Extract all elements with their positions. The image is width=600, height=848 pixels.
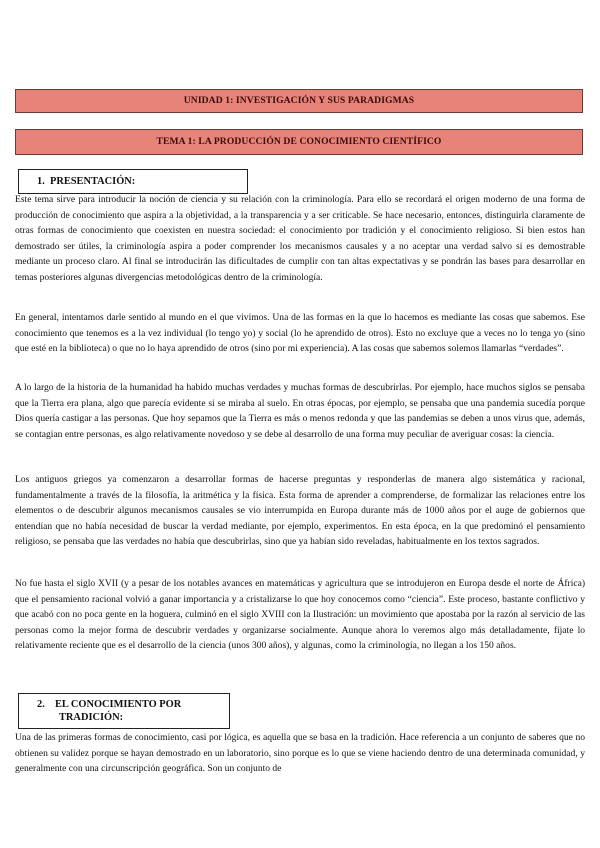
- section-number: 1.: [37, 176, 45, 187]
- topic-title-banner: [15, 129, 583, 155]
- section-title: PRESENTACIÓN:: [50, 176, 136, 187]
- paragraph-knowledge: En general, intentamos darle sentido al mundo en el que vivimos. Una de las formas en la que lo hacemos es mediante las cosas que sabemos. Ese conocimiento que tenemos es a la vez individual (lo tengo yo) y social (lo he aprendido de otros). Esto no excluye que a veces no lo tenga yo (sino que esté en la biblioteca) o que no lo haya aprendido de otros (sino por mi experiencia). A las cosas que sabemos solemos llamarlas “verdades”.: [15, 312, 585, 355]
- section-title-line2: TRADICIÓN:: [59, 712, 124, 723]
- section-heading-tradicion: [18, 693, 230, 729]
- paragraph-tradition: Una de las primeras formas de conocimiento, casi por lógica, es aquella que se basa en la tradición. Hace referencia a un conjunto de saberes que no obtienen su validez porque se hayan demostrado en un laboratorio, sino porque es lo que se viene haciendo dentro de una determinada comunidad, y generalmente con una circunscripción geográfica. Son un conjunto de: [15, 732, 585, 775]
- unit-title-banner: [15, 89, 583, 113]
- paragraph-history: A lo largo de la historia de la humanidad ha habido muchas verdades y muchas formas de descubrirlas. Por ejemplo, hace muchos siglos se pensaba que la Tierra era plana, algo que parecía evidente si se miraba al suelo. En otras épocas, por ejemplo, se pensaba que una pandemia sucedía porque Dios quería castigar a las personas. Que hoy sepamos que la Tierra es más o menos redonda y que las pandemias se deben a unos virus que, además, se contagian entre personas, es algo relativamente novedoso y se debe al desarrollo de una forma muy peculiar de averiguar cosas: la ciencia.: [15, 382, 585, 440]
- paragraph-intro: Este tema sirve para introducir la noción de ciencia y su relación con la criminología. Para ello se recordará el origen moderno de una forma de producción de conocimiento que aspira a la objetividad, a la transparencia y a ser criticable. Se hace necesario, entonces, distinguirla claramente de otras formas de conocimiento que coexisten en nuestra sociedad: el conocimiento por tradición y el conocimiento religioso. Si bien estos han demostrado ser útiles, la criminología aspira a poder comprender los mecanismos causales y a no aceptar una verdad salvo si es demostrable mediante un proceso claro. Al final se introducirán las dificultades de cumplir con tan altas expectativas y se pondrán las bases para desarrollar en temas posteriores algunas divergencias metodológicas dentro de la criminología.: [15, 194, 585, 283]
- paragraph-greeks: Los antiguos griegos ya comenzaron a desarrollar formas de hacerse preguntas y responderlas de manera algo sistemática y racional, fundamentalmente a través de la filosofía, la aritmética y la física. Esta forma de aprender a comprenderse, de formalizar las relaciones entre los elementos o de descubrir algunos mecanismos causales se vio interrumpida en Europa durante más de 1000 años por el auge de gobiernos que entendían que no había necesidad de buscar la verdad mediante, por ejemplo, experimentos. En esta época, en la que predominó el pensamiento religioso, se pensaba que las verdades no había que descubrirlas, sino que ya habían sido reveladas, habitualmente en los textos sagrados.: [15, 474, 585, 548]
- paragraph-enlightenment: No fue hasta el siglo XVII (y a pesar de los notables avances en matemáticas y agricultura que se introdujeron en Europa desde el norte de África) que el pensamiento racional volvió a ganar importancia y a cristalizarse lo que hoy conocemos como “ciencia”. Este proceso, bastante conflictivo y que acabó con no poca gente en la hoguera, culminó en el siglo XVIII con la Ilustración: un movimiento que apostaba por la razón al servicio de las personas como la mejor forma de descubrir verdades y organizarse socialmente. Aunque ahora lo veremos algo más detalladamente, fíjate lo relativamente reciente que es el desarrollo de la ciencia (unos 300 años), y algunas, como la criminología, no llegan a los 150 años.: [15, 578, 585, 652]
- section-heading-presentacion: [18, 169, 248, 194]
- section-number: 2.: [37, 699, 45, 710]
- unit-title: UNIDAD 1: INVESTIGACIÓN Y SUS PARADIGMAS: [183, 95, 415, 106]
- section-title-line1: EL CONOCIMIENTO POR: [55, 699, 182, 710]
- topic-title: TEMA 1: LA PRODUCCIÓN DE CONOCIMIENTO CIENTÍFICO: [156, 136, 442, 147]
